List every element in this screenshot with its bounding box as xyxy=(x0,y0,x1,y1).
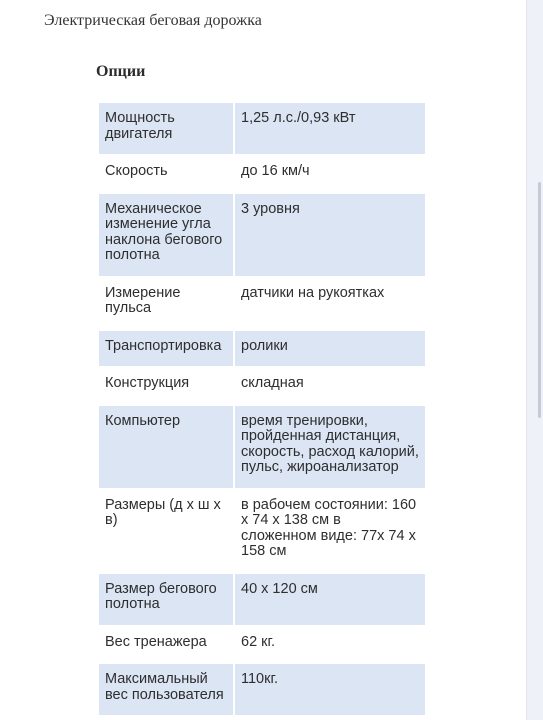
spec-value: складная xyxy=(235,368,425,404)
spec-value: в рабочем состоянии: 160 х 74 х 138 см в сложенном виде: 77х 74 х 158 см xyxy=(235,490,425,572)
spec-label: Размеры (д х ш х в) xyxy=(99,490,233,572)
spec-label: Компьютер xyxy=(99,406,233,488)
section-title: Опции xyxy=(96,63,146,80)
table-row xyxy=(99,331,425,367)
table-row xyxy=(99,156,425,192)
scrollbar-thumb[interactable] xyxy=(538,182,541,418)
spec-value: время тренировки, пройденная дистанция, скорость, расход калорий, пульс, жироанализатор xyxy=(235,406,425,488)
spec-value: 1,25 л.с./0,93 кВт xyxy=(235,103,425,154)
table-row xyxy=(99,368,425,404)
spec-value: ролики xyxy=(235,331,425,367)
table-row xyxy=(99,406,425,488)
spec-label: Механическое изменение угла наклона бегового полотна xyxy=(99,194,233,276)
spec-label: Скорость xyxy=(99,156,233,192)
spec-value: 110кг. xyxy=(235,664,425,715)
spec-value: 62 кг. xyxy=(235,627,425,663)
spec-label: Вес тренажера xyxy=(99,627,233,663)
spec-label: Измерение пульса xyxy=(99,278,233,329)
spec-value: 3 уровня xyxy=(235,194,425,276)
page-title: Электрическая беговая дорожка xyxy=(44,12,262,29)
table-row xyxy=(99,627,425,663)
spec-label: Максимальный вес пользователя xyxy=(99,664,233,715)
spec-value: до 16 км/ч xyxy=(235,156,425,192)
spec-value: 40 х 120 см xyxy=(235,574,425,625)
table-row xyxy=(99,664,425,715)
table-row xyxy=(99,194,425,276)
table-row xyxy=(99,103,425,154)
table-row xyxy=(99,490,425,572)
specs-table xyxy=(97,101,427,717)
spec-label: Транспортировка xyxy=(99,331,233,367)
spec-value: датчики на рукоятках xyxy=(235,278,425,329)
table-row xyxy=(99,574,425,625)
spec-label: Размер бегового полотна xyxy=(99,574,233,625)
spec-label: Конструкция xyxy=(99,368,233,404)
spec-label: Мощность двигателя xyxy=(99,103,233,154)
table-row xyxy=(99,278,425,329)
